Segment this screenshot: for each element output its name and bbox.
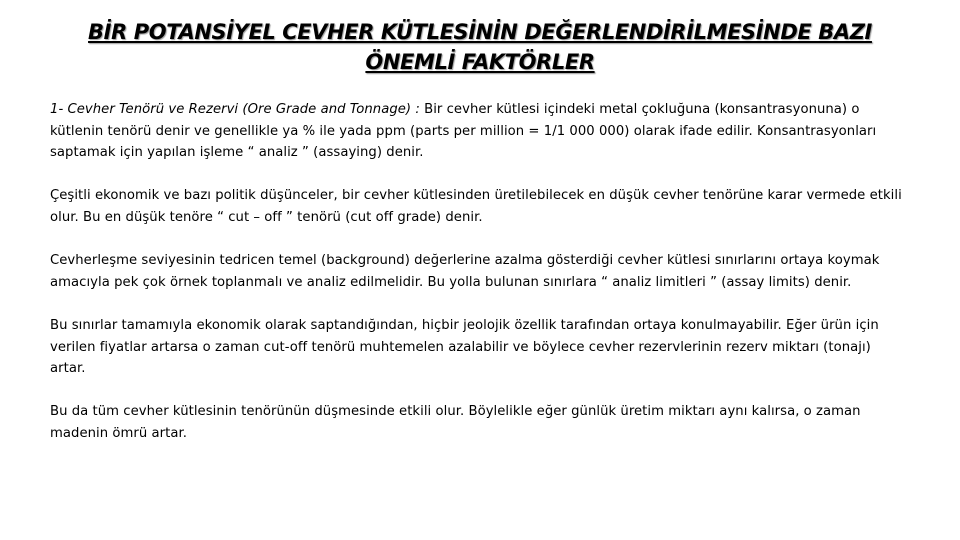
paragraph-text: Bu sınırlar tamamıyla ekonomik olarak saptandığından, hiçbir jeolojik özellik tarafından ortaya konulmayabilir. Eğer ürün için verilen fiyatlar artarsa o zaman cut-off tenörü muhtemelen azalabilir ve böylece cevher rezervlerinin rezerv miktarı (tonajı) artar. bbox=[50, 317, 879, 377]
paragraph-text: Bir cevher kütlesi içindeki metal çokluğuna (konsantrasyonuna) o kütlenin tenörü denir ve genellikle ya % ile yada ppm (parts per million = 1/1 000 000) olarak ifade edilir. Konsantrasyonları saptamak için yapılan işleme “ analiz ” (assaying) denir. bbox=[50, 102, 877, 161]
slide-title bbox=[40, 17, 920, 77]
paragraph-lead-heading: 1- Cevher Tenörü ve Rezervi (Ore Grade and Tonnage) : bbox=[50, 102, 420, 117]
paragraph-text: Bu da tüm cevher kütlesinin tenörünün düşmesinde etkili olur. Böylelikle eğer günlük üretim miktarı aynı kalırsa, o zaman madenin ömrü artar. bbox=[50, 404, 861, 441]
slide-title-line-2: ÖNEMLİ FAKTÖRLER bbox=[365, 50, 595, 74]
slide-title-line-1: BİR POTANSİYEL CEVHER KÜTLESİNİN DEĞERLENDİRİLMESİNDE BAZI bbox=[88, 20, 872, 44]
paragraph-mine-life bbox=[50, 401, 906, 444]
paragraph-ore-grade bbox=[50, 99, 906, 164]
paragraph-assay-limits bbox=[50, 250, 906, 293]
paragraph-cut-off bbox=[50, 185, 906, 228]
paragraph-economic-limits bbox=[50, 315, 906, 380]
slide-body bbox=[50, 99, 906, 445]
paragraph-text: Çeşitli ekonomik ve bazı politik düşünceler, bir cevher kütlesinden üretilebilecek en düşük cevher tenörüne karar vermede etkili olur. Bu en düşük tenöre “ cut – off ” tenörü (cut off grade) denir. bbox=[50, 188, 902, 225]
paragraph-text: Cevherleşme seviyesinin tedricen temel (background) değerlerine azalma gösterdiği cevher kütlesi sınırlarını ortaya koymak amacıyla pek çok örnek toplanmalı ve analiz edilmelidir. Bu yolla bulunan sınırlara “ analiz limitleri ” (assay limits) denir. bbox=[50, 253, 880, 290]
